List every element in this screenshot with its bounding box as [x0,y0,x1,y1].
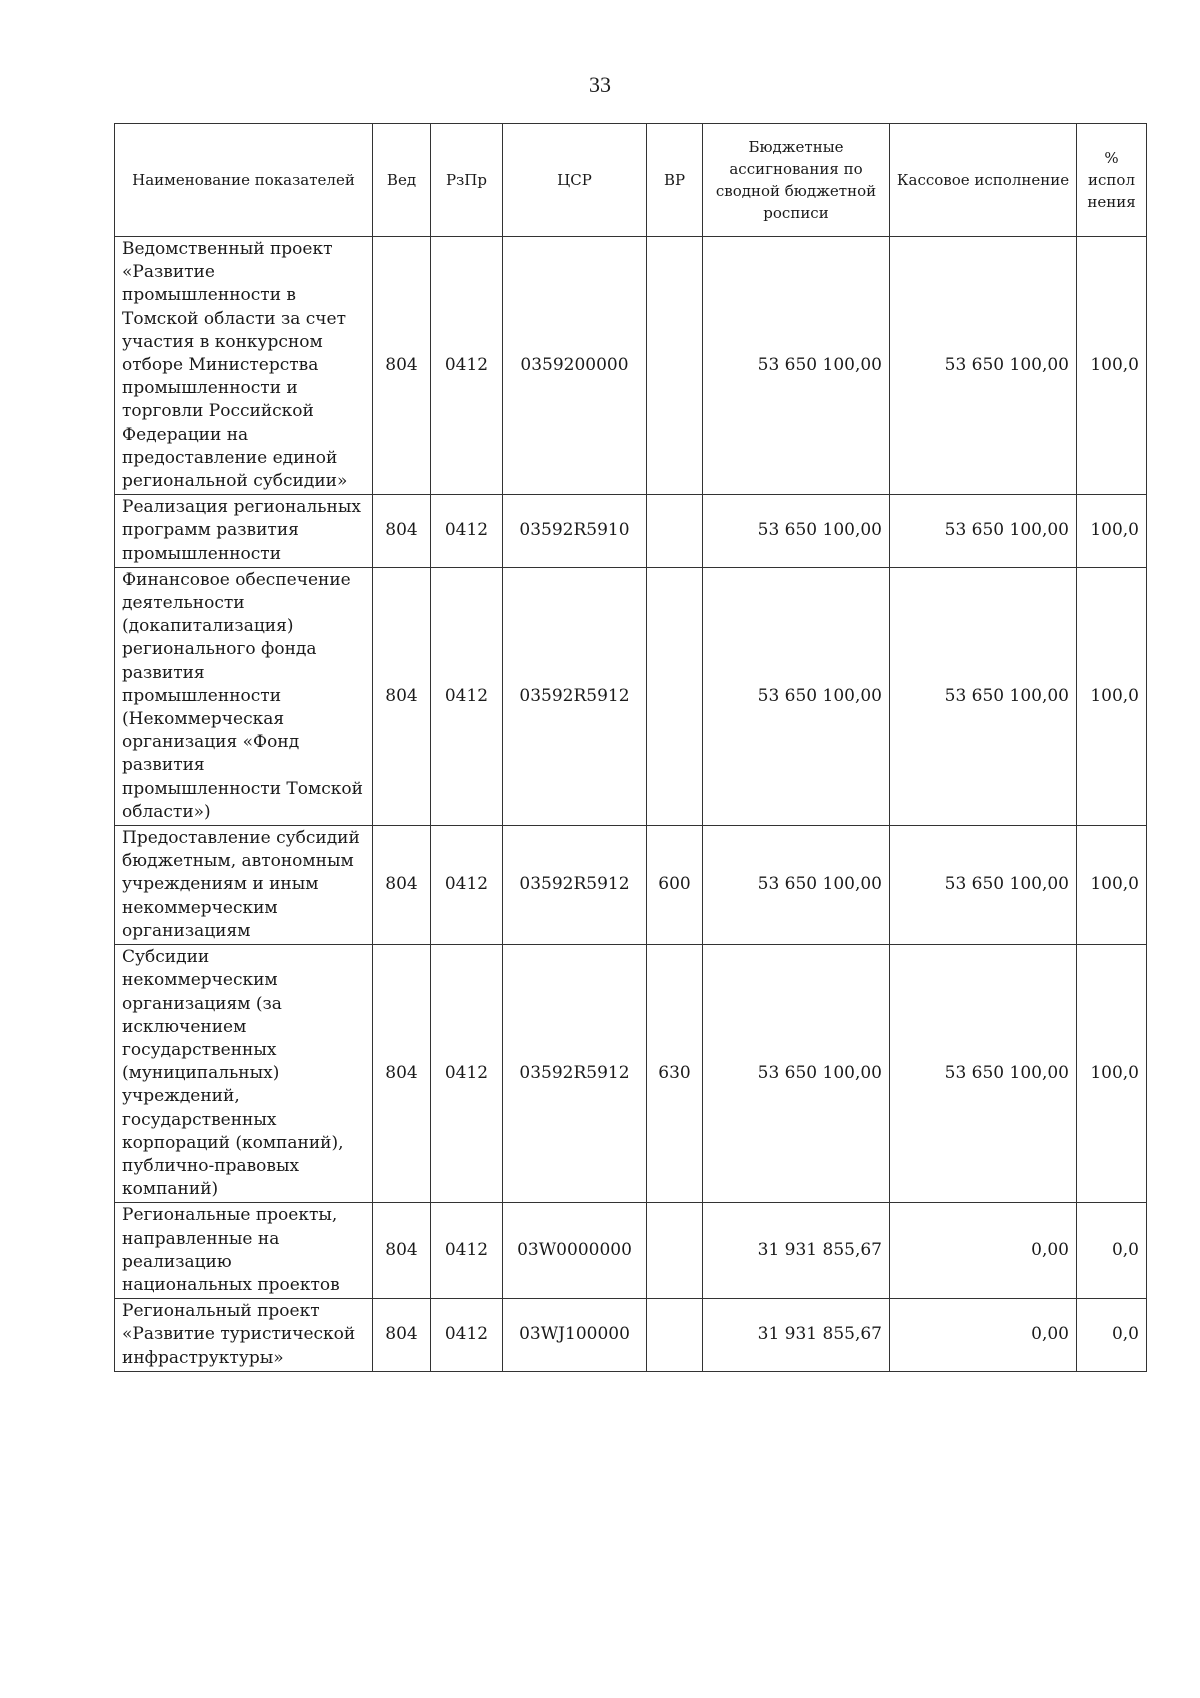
row-budget: 53 650 100,00 [703,826,890,945]
row-budget: 53 650 100,00 [703,945,890,1203]
table-row [115,1299,1147,1372]
row-ved: 804 [373,495,431,568]
row-csr: 03592R5912 [503,945,647,1203]
row-name: Ведомственный проект «Развитие промышленности в Томской области за счет участия в конкурсном отборе Министерства промышленности и торговли Российской Федерации на предоставление единой региональной субсидии» [115,237,373,495]
row-vr [647,1299,703,1372]
row-rzpr: 0412 [431,567,503,825]
header-budget: Бюджетные ассигнования по сводной бюджетной росписи [703,124,890,237]
row-csr: 03W0000000 [503,1203,647,1299]
row-cash: 53 650 100,00 [890,495,1077,568]
row-vr [647,1203,703,1299]
row-percent: 100,0 [1077,945,1147,1203]
row-cash: 0,00 [890,1299,1077,1372]
row-name: Региональный проект «Развитие туристической инфраструктуры» [115,1299,373,1372]
row-ved: 804 [373,945,431,1203]
row-vr: 630 [647,945,703,1203]
row-rzpr: 0412 [431,1299,503,1372]
table-row [115,826,1147,945]
row-budget: 53 650 100,00 [703,495,890,568]
header-cash: Кассовое исполнение [890,124,1077,237]
row-ved: 804 [373,1203,431,1299]
header-csr: ЦСР [503,124,647,237]
row-rzpr: 0412 [431,826,503,945]
row-csr: 03592R5912 [503,826,647,945]
row-name: Финансовое обеспечение деятельности (докапитализация) регионального фонда развития промышленности (Некоммерческая организация «Фонд развития промышленности Томской области») [115,567,373,825]
row-percent: 100,0 [1077,567,1147,825]
header-ved: Вед [373,124,431,237]
row-ved: 804 [373,1299,431,1372]
row-rzpr: 0412 [431,945,503,1203]
row-csr: 03WJ100000 [503,1299,647,1372]
header-percent: % испол нения [1077,124,1147,237]
row-vr [647,237,703,495]
row-ved: 804 [373,567,431,825]
table-row [115,237,1147,495]
row-budget: 31 931 855,67 [703,1299,890,1372]
row-percent: 100,0 [1077,237,1147,495]
row-cash: 53 650 100,00 [890,945,1077,1203]
row-vr [647,495,703,568]
row-percent: 0,0 [1077,1203,1147,1299]
row-name: Предоставление субсидий бюджетным, автономным учреждениям и иным некоммерческим организациям [115,826,373,945]
row-budget: 53 650 100,00 [703,237,890,495]
row-budget: 53 650 100,00 [703,567,890,825]
row-rzpr: 0412 [431,495,503,568]
budget-execution-table [114,123,1147,1372]
row-name: Региональные проекты, направленные на реализацию национальных проектов [115,1203,373,1299]
table-header-row [115,124,1147,237]
row-name: Реализация региональных программ развития промышленности [115,495,373,568]
row-name: Субсидии некоммерческим организациям (за исключением государственных (муниципальных) учреждений, государственных корпораций (компаний), публично-правовых компаний) [115,945,373,1203]
row-cash: 53 650 100,00 [890,237,1077,495]
row-rzpr: 0412 [431,237,503,495]
table-row [115,495,1147,568]
row-rzpr: 0412 [431,1203,503,1299]
row-cash: 0,00 [890,1203,1077,1299]
row-percent: 100,0 [1077,826,1147,945]
table-row [115,1203,1147,1299]
row-cash: 53 650 100,00 [890,567,1077,825]
row-percent: 0,0 [1077,1299,1147,1372]
row-percent: 100,0 [1077,495,1147,568]
header-rzpr: РзПр [431,124,503,237]
table-row [115,567,1147,825]
row-csr: 03592R5912 [503,567,647,825]
row-csr: 0359200000 [503,237,647,495]
page-number: 33 [589,72,611,97]
row-ved: 804 [373,826,431,945]
row-csr: 03592R5910 [503,495,647,568]
row-ved: 804 [373,237,431,495]
row-budget: 31 931 855,67 [703,1203,890,1299]
table-row [115,945,1147,1203]
row-vr [647,567,703,825]
header-name: Наименование показателей [115,124,373,237]
header-vr: ВР [647,124,703,237]
row-cash: 53 650 100,00 [890,826,1077,945]
row-vr: 600 [647,826,703,945]
